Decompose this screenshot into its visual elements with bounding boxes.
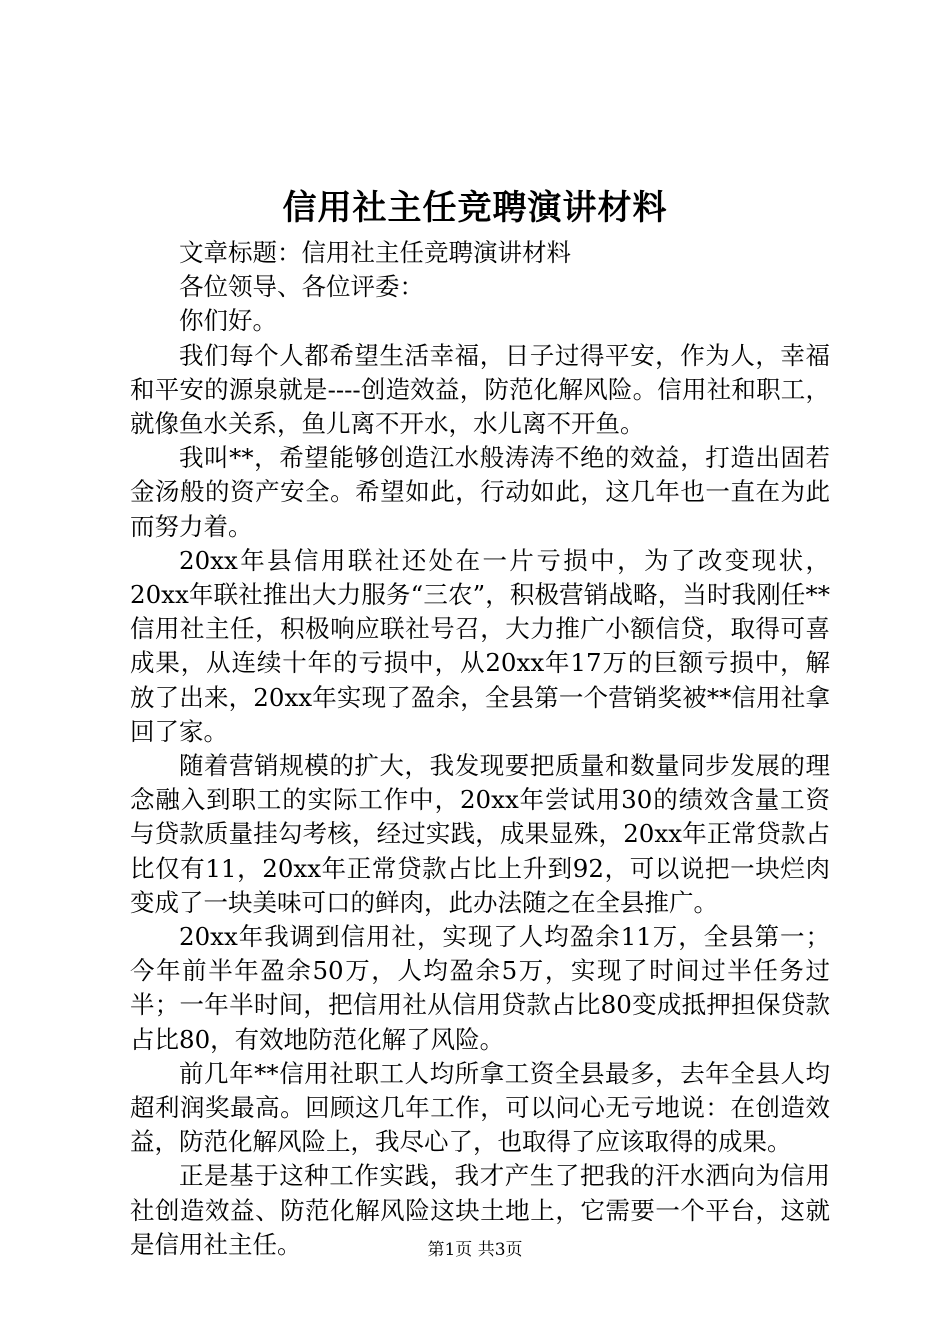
paragraph-salutation: 各位领导、各位评委：: [179, 272, 424, 302]
paragraph-review: 前几年**信用社职工人均所拿工资全县最多，去年全县人均超利润奖最高。回顾这几年工作，可以问心无亏地说：在创造效益，防范化解风险上，我尽心了，也取得了应该取得的成果。: [130, 1058, 830, 1157]
paragraph-motivation: 正是基于这种工作实践，我才产生了把我的汗水洒向为信用社创造效益、防范化解风险这块土地上，它需要一个平台，这就是信用社主任。: [130, 1161, 830, 1259]
page-number-footer: 第1页 共3页: [427, 1240, 523, 1260]
paragraph-greeting: 你们好。: [179, 306, 277, 336]
paragraph-transfer-results: 20xx年我调到信用社，实现了人均盈余11万，全县第一；今年前半年盈余50万，人均盈余5万，实现了时间过半任务过半；一年半时间，把信用社从信用贷款占比80变成抵押担保贷款占比80，有效地防范化解了风险。: [130, 922, 830, 1054]
paragraph-article-title: 文章标题：信用社主任竞聘演讲材料: [179, 238, 571, 267]
paragraph-loss-recovery: 20xx年县信用联社还处在一片亏损中，为了改变现状，20xx年联社推出大力服务“三农”，积极营销战略，当时我刚任**信用社主任，积极响应联社号召，大力推广小额信贷，取得可喜成果，从连续十年的亏损中，从20xx年17万的巨额亏损中，解放了出来，20xx年实现了盈余，全县第一个营销奖被**信用社拿回了家。: [130, 545, 830, 746]
paragraph-intro: 我们每个人都希望生活幸福，日子过得平安，作为人，幸福和平安的源泉就是----创造效益，防范化解风险。信用社和职工，就像鱼水关系，鱼儿离不开水，水儿离不开鱼。: [130, 340, 830, 439]
document-body: [130, 236, 830, 1262]
document-title: 信用社主任竞聘演讲材料: [282, 188, 668, 228]
paragraph-self-intro: 我叫**，希望能够创造江水般涛涛不绝的效益，打造出固若金汤般的资产安全。希望如此，行动如此，这几年也一直在为此而努力着。: [130, 443, 830, 541]
paragraph-quality-reform: 随着营销规模的扩大，我发现要把质量和数量同步发展的理念融入到职工的实际工作中，20xx年尝试用30的绩效含量工资与贷款质量挂勾考核，经过实践，成果显殊，20xx年正常贷款占比仅有11，20xx年正常贷款占比上升到92，可以说把一块烂肉变成了一块美味可口的鲜肉，此办法随之在全县推广。: [130, 751, 830, 917]
